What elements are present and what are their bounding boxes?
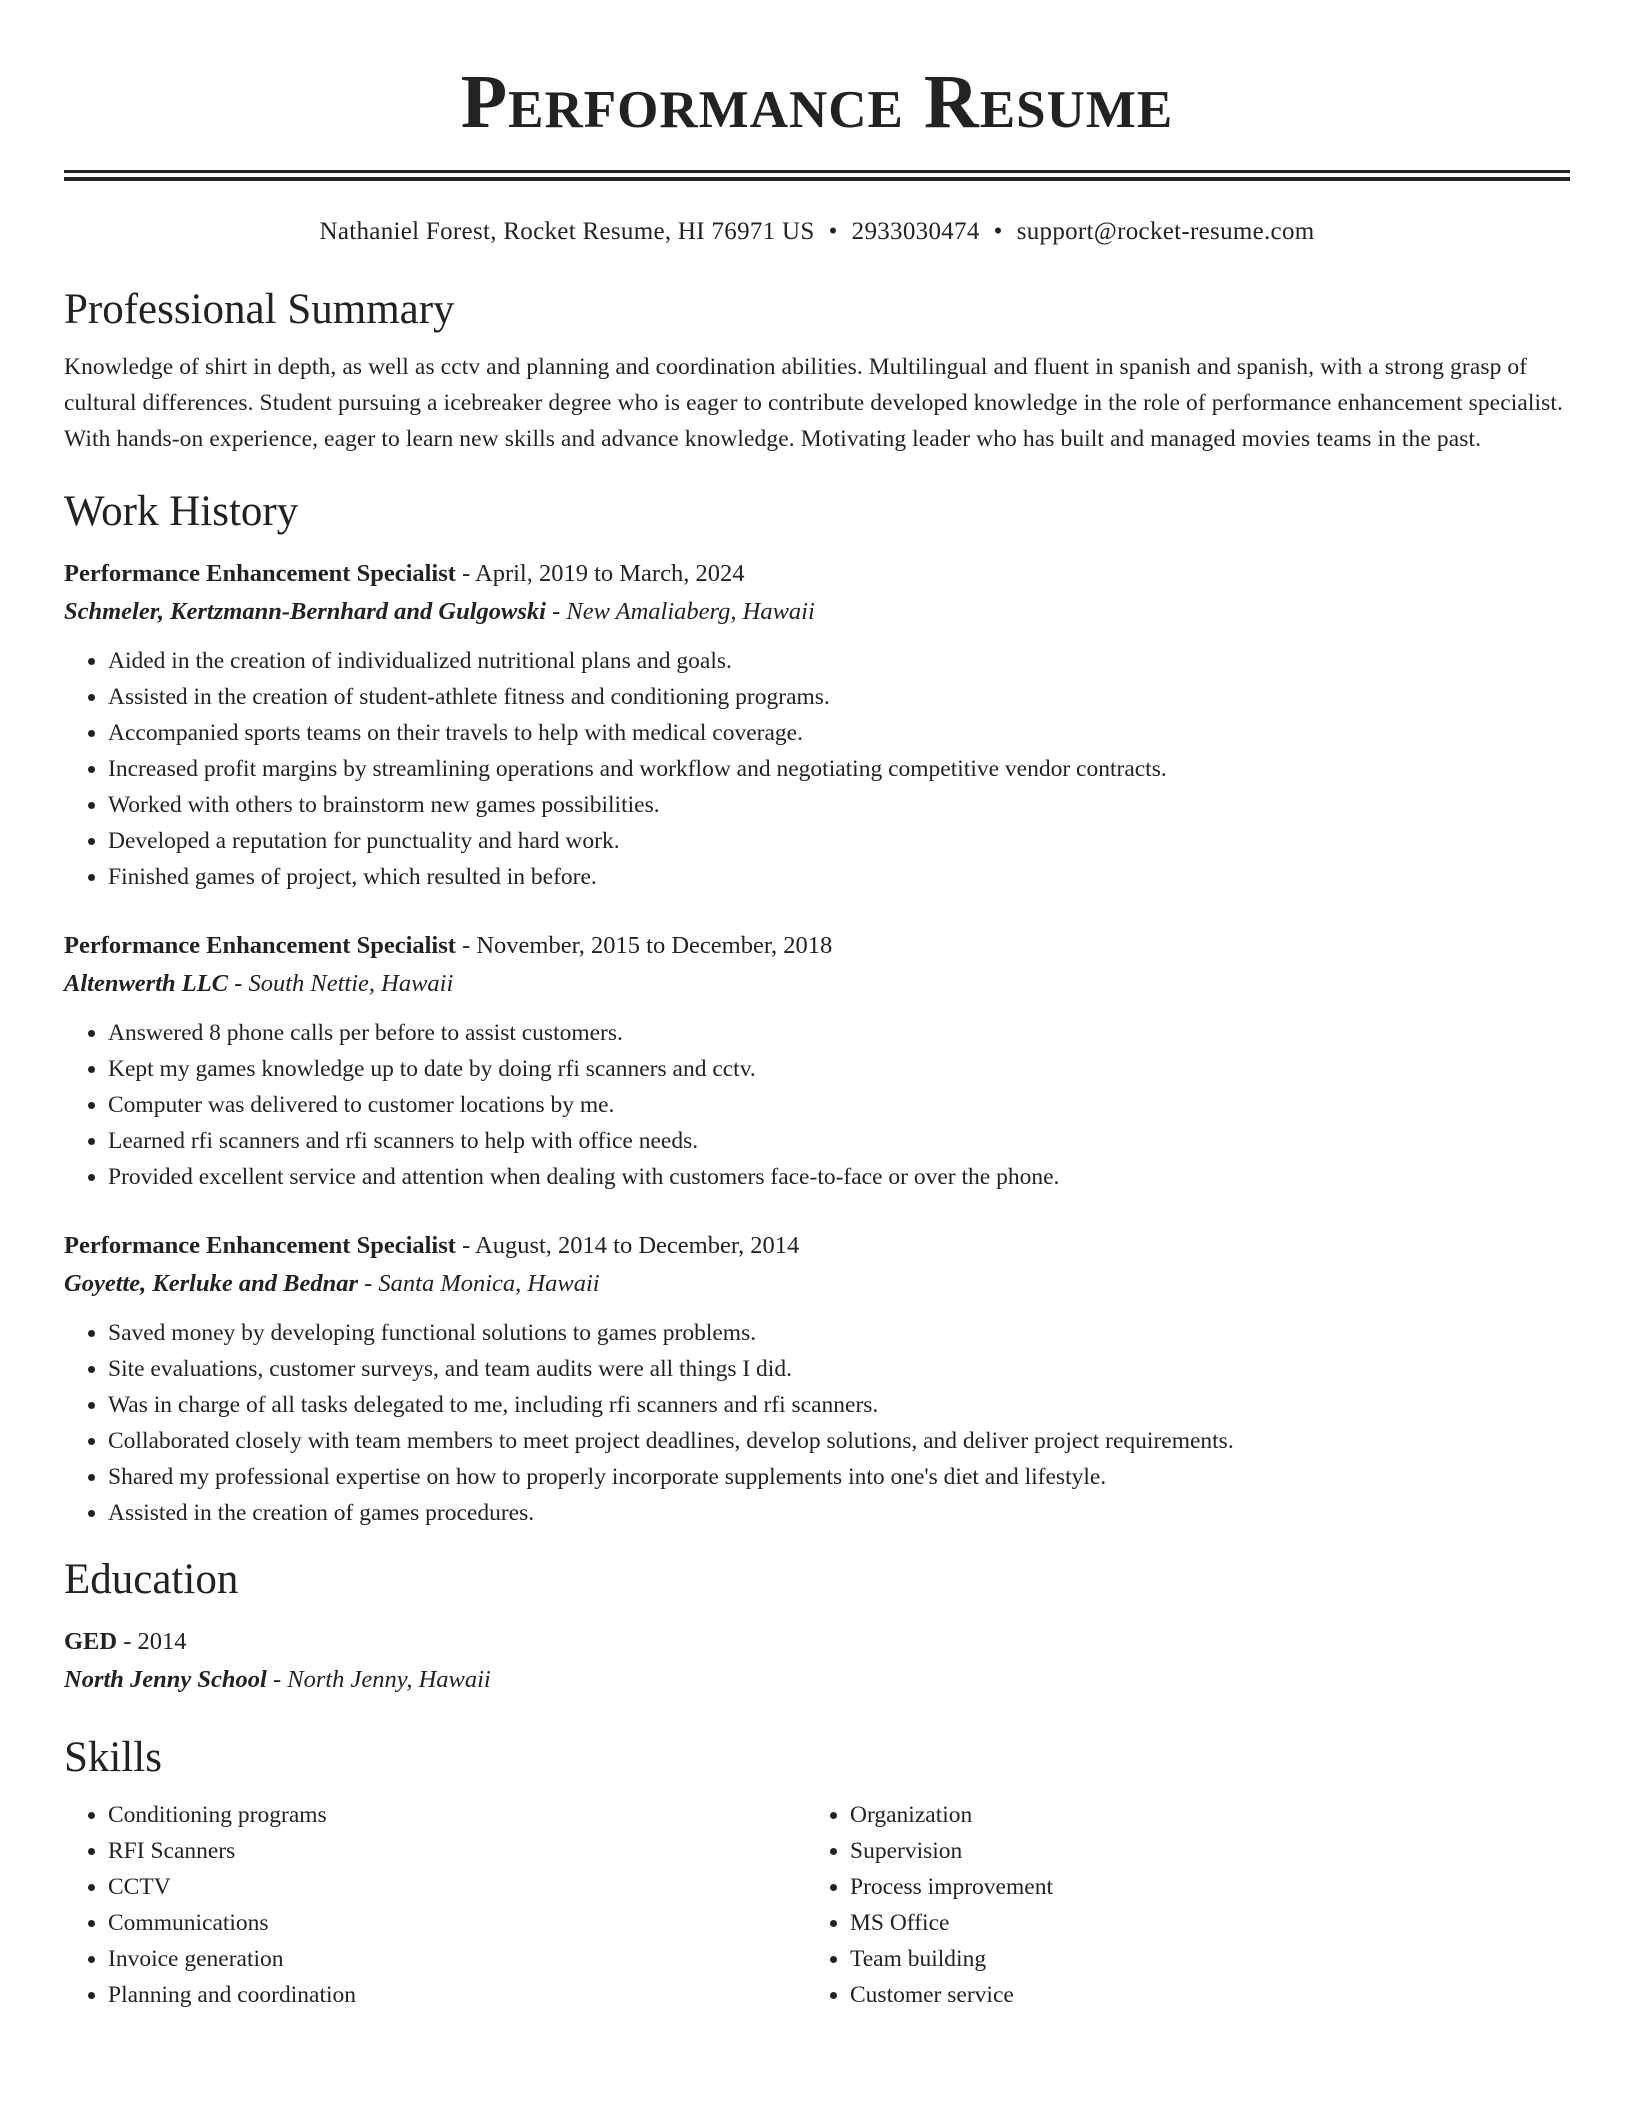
list-item: • Developed a reputation for punctuality and hard work. — [108, 823, 1570, 859]
contact-phone: 2933030474 — [851, 218, 980, 245]
section-heading-skills: Skills — [64, 1734, 162, 1781]
list-item: • Was in charge of all tasks delegated to me, including rfi scanners and rfi scanners. — [108, 1387, 1570, 1423]
job-dates: - April, 2019 to March, 2024 — [455, 560, 745, 587]
list-item: • Assisted in the creation of games procedures. — [108, 1495, 1570, 1531]
bullet-separator: • — [993, 218, 1003, 245]
skill-item: • Communications — [108, 1905, 806, 1941]
list-item: • Site evaluations, customer surveys, and team audits were all things I did. — [108, 1351, 1570, 1387]
job-location: - South Nettie, Hawaii — [228, 970, 454, 997]
list-item: • Learned rfi scanners and rfi scanners to help with office needs. — [108, 1123, 1570, 1159]
education-entry — [64, 1623, 1570, 1699]
job-title: Performance Enhancement Specialist — [64, 932, 456, 959]
job-company: Goyette, Kerluke and Bednar — [64, 1270, 358, 1297]
summary-text: Knowledge of shirt in depth, as well as cctv and planning and coordination abilities. Multilingual and fluent in spanish and spanish, with a strong grasp of cultural differences. Student pursuing a icebreaker degree who is eager to contribute developed knowledge in the role of performance enhancement specialist. With hands-on experience, eager to learn new skills and advance knowledge. Motivating leader who has built and managed movies teams in the past. — [64, 354, 1563, 452]
skill-item: • Team building — [850, 1941, 1548, 1977]
bullet-separator: • — [828, 218, 838, 245]
skills-list-right — [806, 1797, 1548, 2013]
list-item: • Saved money by developing functional solutions to games problems. — [108, 1315, 1570, 1351]
job-bullets — [64, 1015, 1570, 1195]
resume-page — [64, 0, 1570, 2013]
section-heading-work-history: Work History — [64, 488, 299, 535]
skills-list-left — [64, 1797, 806, 2013]
education-degree-line — [64, 1623, 1570, 1661]
job-location: - New Amaliaberg, Hawaii — [545, 598, 815, 625]
list-item: • Kept my games knowledge up to date by doing rfi scanners and cctv. — [108, 1051, 1570, 1087]
job-company: Schmeler, Kertzmann-Bernhard and Gulgowski — [64, 598, 546, 625]
skill-item: • CCTV — [108, 1869, 806, 1905]
job-dates: - November, 2015 to December, 2018 — [455, 932, 833, 959]
job-entry — [64, 927, 1570, 1195]
list-item: • Aided in the creation of individualized nutritional plans and goals. — [108, 643, 1570, 679]
skill-item: • Supervision — [850, 1833, 1548, 1869]
section-heading-summary: Professional Summary — [64, 286, 455, 333]
section-heading-education: Education — [64, 1556, 239, 1603]
skill-item: • MS Office — [850, 1905, 1548, 1941]
skills-columns — [64, 1797, 1570, 2013]
list-item: • Provided excellent service and attention when dealing with customers face-to-face or over the phone. — [108, 1159, 1570, 1195]
skill-item: • Invoice generation — [108, 1941, 806, 1977]
job-title-line — [64, 555, 1570, 593]
job-entry — [64, 555, 1570, 895]
job-dates: - August, 2014 to December, 2014 — [455, 1232, 800, 1259]
job-location: - Santa Monica, Hawaii — [358, 1270, 600, 1297]
contact-line — [64, 217, 1570, 247]
job-title: Performance Enhancement Specialist — [64, 560, 456, 587]
list-item: • Increased profit margins by streamlining operations and workflow and negotiating competitive vendor contracts. — [108, 751, 1570, 787]
job-company-line — [64, 1265, 1570, 1303]
skill-item: • Conditioning programs — [108, 1797, 806, 1833]
list-item: • Answered 8 phone calls per before to assist customers. — [108, 1015, 1570, 1051]
list-item: • Shared my professional expertise on how to properly incorporate supplements into one's diet and lifestyle. — [108, 1459, 1570, 1495]
contact-email[interactable]: support@rocket-resume.com — [1016, 218, 1315, 245]
title-double-rule — [64, 170, 1570, 181]
job-title-line — [64, 927, 1570, 965]
job-entry — [64, 1227, 1570, 1531]
education-school: North Jenny School — [64, 1666, 267, 1693]
skill-item: • RFI Scanners — [108, 1833, 806, 1869]
list-item: • Assisted in the creation of student-athlete fitness and conditioning programs. — [108, 679, 1570, 715]
list-item: • Finished games of project, which resulted in before. — [108, 859, 1570, 895]
list-item: • Worked with others to brainstorm new games possibilities. — [108, 787, 1570, 823]
list-item: • Collaborated closely with team members to meet project deadlines, develop solutions, and deliver project requirements. — [108, 1423, 1570, 1459]
skill-item: • Organization — [850, 1797, 1548, 1833]
education-year: - 2014 — [117, 1628, 187, 1655]
job-company-line — [64, 593, 1570, 631]
list-item: • Computer was delivered to customer locations by me. — [108, 1087, 1570, 1123]
education-degree: GED — [64, 1628, 118, 1655]
list-item: • Accompanied sports teams on their travels to help with medical coverage. — [108, 715, 1570, 751]
resume-title: Performance Resume — [460, 60, 1174, 144]
job-title: Performance Enhancement Specialist — [64, 1232, 456, 1259]
job-bullets — [64, 643, 1570, 895]
education-school-line — [64, 1661, 1570, 1699]
skill-item: • Process improvement — [850, 1869, 1548, 1905]
job-title-line — [64, 1227, 1570, 1265]
contact-address: Nathaniel Forest, Rocket Resume, HI 76971 US — [319, 218, 815, 245]
skill-item: • Planning and coordination — [108, 1977, 806, 2013]
education-location: - North Jenny, Hawaii — [266, 1666, 491, 1693]
job-bullets — [64, 1315, 1570, 1531]
skill-item: • Customer service — [850, 1977, 1548, 2013]
job-company: Altenwerth LLC — [64, 970, 229, 997]
job-company-line — [64, 965, 1570, 1003]
